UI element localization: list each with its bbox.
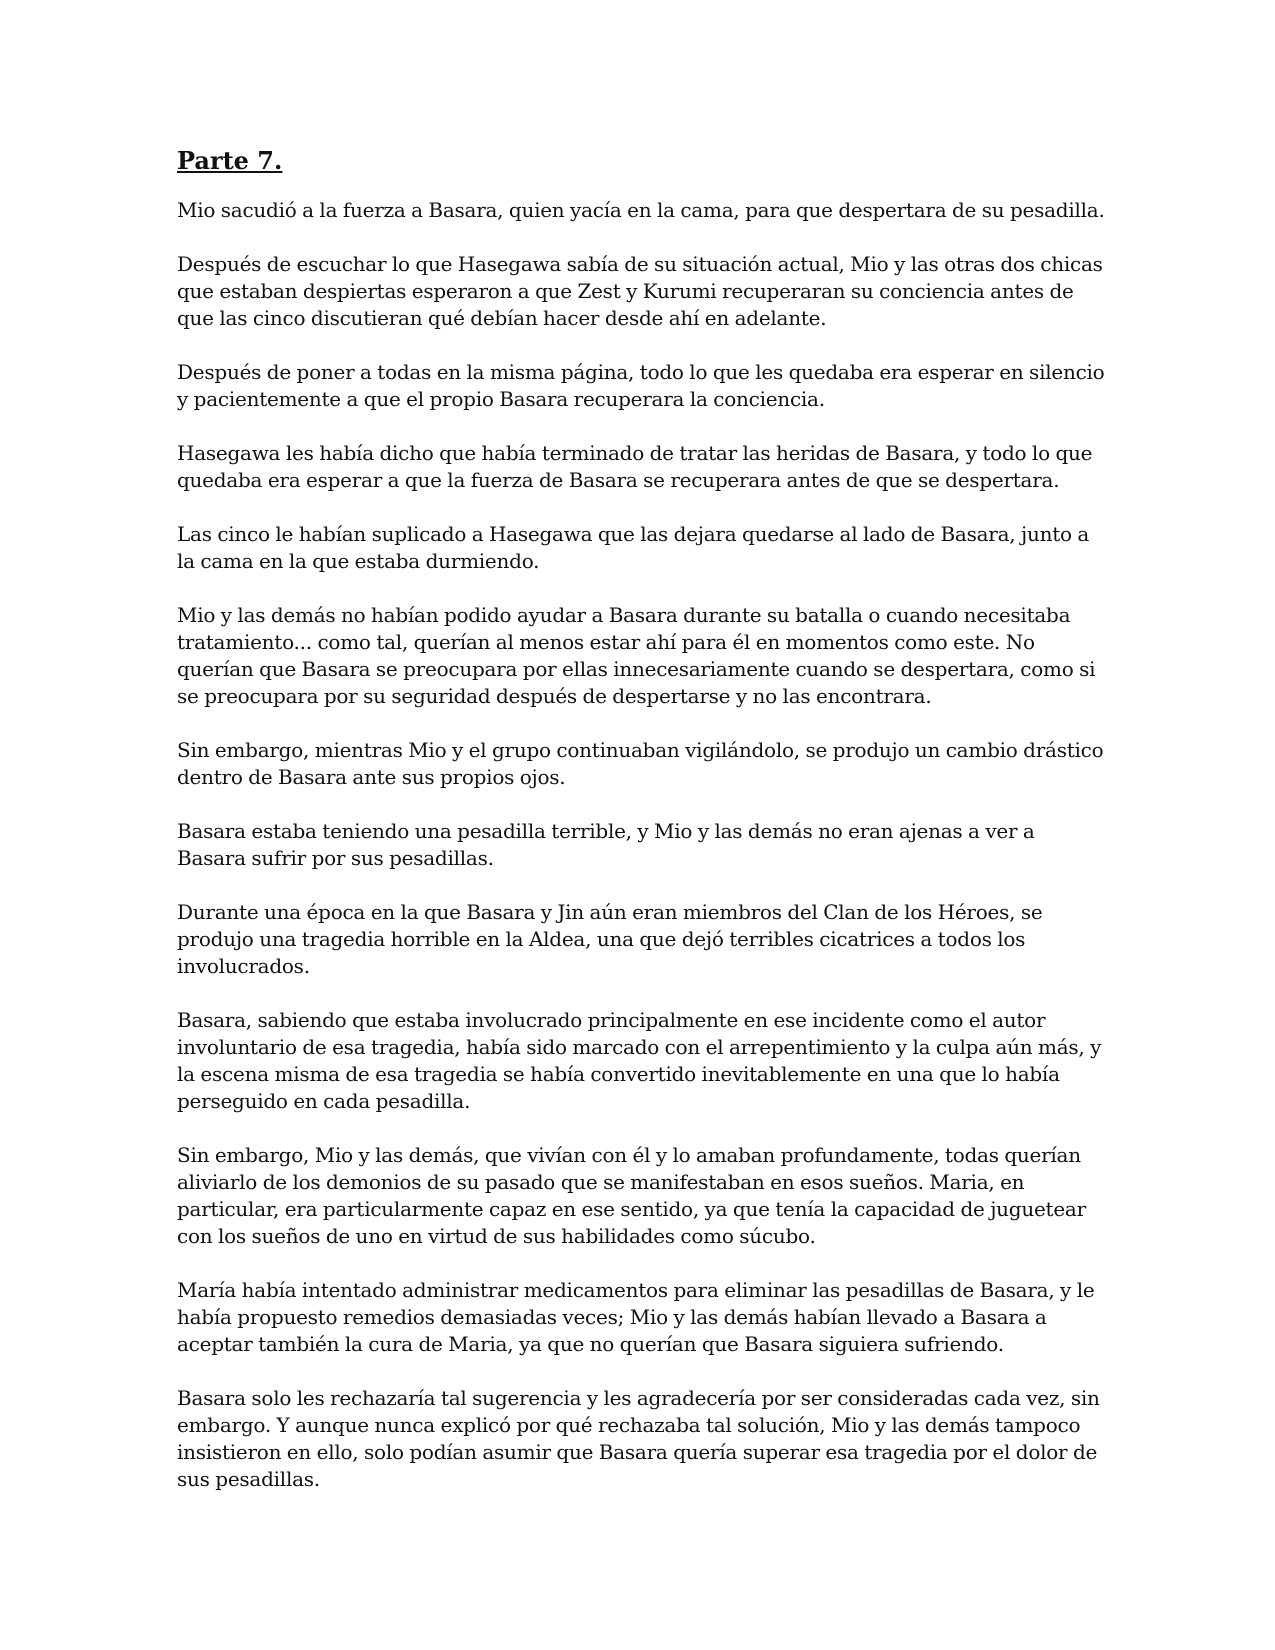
paragraph: Basara estaba teniendo una pesadilla terrible, y Mio y las demás no eran ajenas a ver a Basara sufrir por sus pesadillas. [177, 819, 1035, 870]
paragraph: Mio y las demás no habían podido ayudar a Basara durante su batalla o cuando necesitaba tratamiento... como tal, querían al menos estar ahí para él en momentos como este. No querían que Basara se preocupara por ellas innecesariamente cuando se despertara, como si se preocupara por su seguridad después de despertarse y no las encontrara. [177, 603, 1096, 708]
paragraph: Sin embargo, Mio y las demás, que vivían con él y lo amaban profundamente, todas querían aliviarlo de los demonios de su pasado que se manifestaban en esos sueños. Maria, en particular, era particularmente capaz en ese sentido, ya que tenía la capacidad de juguetear con los sueños de uno en virtud de sus habilidades como súcubo. [177, 1143, 1086, 1248]
document-page [177, 146, 1107, 1520]
paragraph: Después de poner a todas en la misma página, todo lo que les quedaba era esperar en silencio y pacientemente a que el propio Basara recuperara la conciencia. [177, 360, 1105, 411]
paragraph: Después de escuchar lo que Hasegawa sabía de su situación actual, Mio y las otras dos chicas que estaban despiertas esperaron a que Zest y Kurumi recuperaran su conciencia antes de que las cinco discutieran qué debían hacer desde ahí en adelante. [177, 252, 1103, 330]
paragraph: Hasegawa les había dicho que había terminado de tratar las heridas de Basara, y todo lo que quedaba era esperar a que la fuerza de Basara se recuperara antes de que se despertara. [177, 441, 1093, 492]
paragraph: Mio sacudió a la fuerza a Basara, quien yacía en la cama, para que despertara de su pesadilla. [177, 198, 1105, 222]
paragraph: Durante una época en la que Basara y Jin aún eran miembros del Clan de los Héroes, se produjo una tragedia horrible en la Aldea, una que dejó terribles cicatrices a todos los involucrados. [177, 900, 1043, 978]
chapter-title: Parte 7. [177, 146, 283, 175]
paragraph: Sin embargo, mientras Mio y el grupo continuaban vigilándolo, se produjo un cambio drástico dentro de Basara ante sus propios ojos. [177, 738, 1104, 789]
paragraph: Basara solo les rechazaría tal sugerencia y les agradecería por ser consideradas cada vez, sin embargo. Y aunque nunca explicó por qué rechazaba tal solución, Mio y las demás tampoco insistieron en ello, solo podían asumir que Basara quería superar esa tragedia por el dolor de sus pesadillas. [177, 1386, 1100, 1491]
paragraph: Basara, sabiendo que estaba involucrado principalmente en ese incidente como el autor involuntario de esa tragedia, había sido marcado con el arrepentimiento y la culpa aún más, y la escena misma de esa tragedia se había convertido inevitablemente en una que lo había perseguido en cada pesadilla. [177, 1008, 1102, 1113]
paragraph: María había intentado administrar medicamentos para eliminar las pesadillas de Basara, y le había propuesto remedios demasiadas veces; Mio y las demás habían llevado a Basara a aceptar también la cura de Maria, ya que no querían que Basara siguiera sufriendo. [177, 1278, 1095, 1356]
paragraph: Las cinco le habían suplicado a Hasegawa que las dejara quedarse al lado de Basara, junto a la cama en la que estaba durmiendo. [177, 522, 1090, 573]
